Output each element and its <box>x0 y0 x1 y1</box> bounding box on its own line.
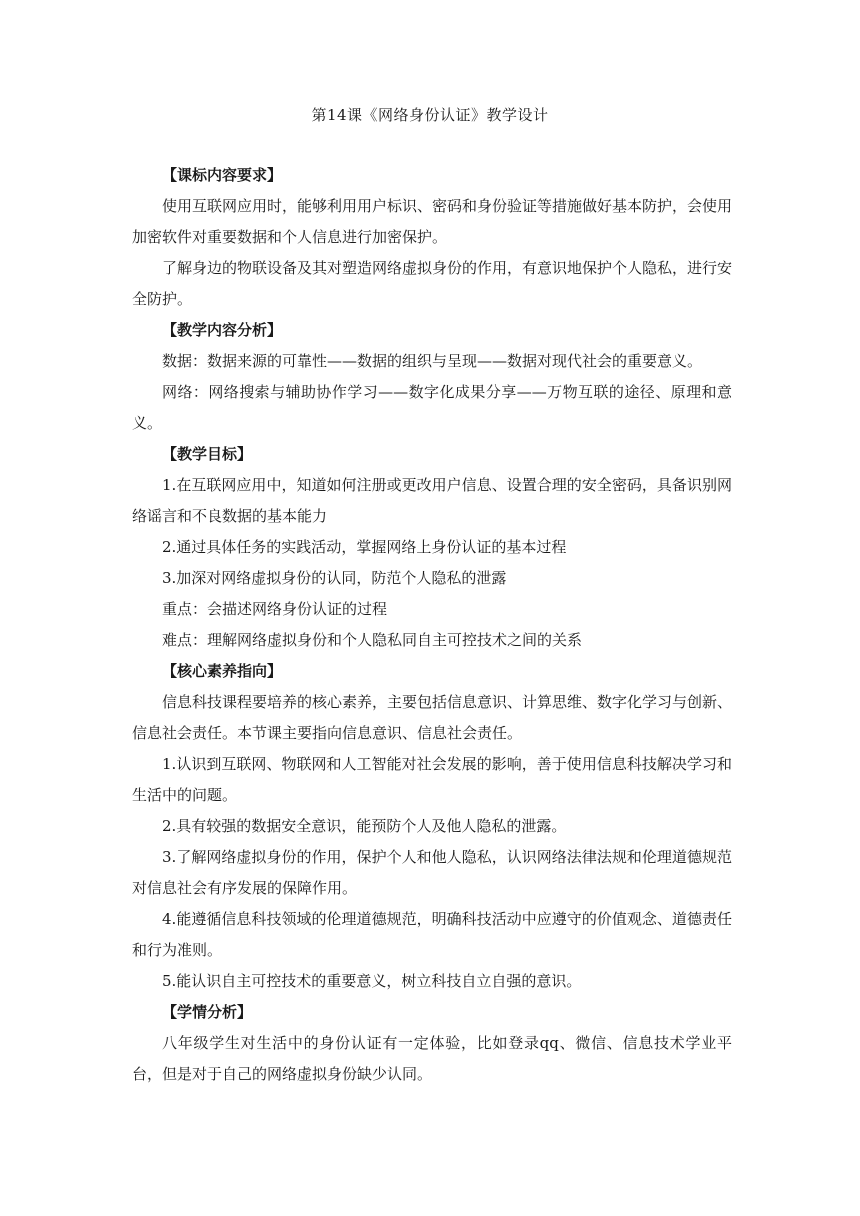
section-heading-students: 【学情分析】 <box>162 1003 253 1021</box>
section-heading-literacy: 【核心素养指向】 <box>162 662 283 680</box>
key-point: 重点：会描述网络身份认证的过程 <box>162 600 388 618</box>
document-body <box>132 160 732 1090</box>
paragraph: 使用互联网应用时，能够利用用户标识、密码和身份验证等措施做好基本防护，会使用加密软件对重要数据和个人信息进行加密保护。 <box>132 197 733 246</box>
list-item: 1.在互联网应用中，知道如何注册或更改用户信息、设置合理的安全密码，具备识别网络谣言和不良数据的基本能力 <box>132 476 732 525</box>
section-heading-goals: 【教学目标】 <box>162 445 253 463</box>
list-item: 4.能遵循信息科技领域的伦理道德规范，明确科技活动中应遵守的价值观念、道德责任和行为准则。 <box>132 910 732 959</box>
list-item: 1.认识到互联网、物联网和人工智能对社会发展的影响，善于使用信息科技解决学习和生活中的问题。 <box>132 755 732 804</box>
list-item: 3.加深对网络虚拟身份的认同，防范个人隐私的泄露 <box>162 569 507 587</box>
paragraph: 信息科技课程要培养的核心素养，主要包括信息意识、计算思维、数字化学习与创新、信息社会责任。本节课主要指向信息意识、信息社会责任。 <box>132 693 733 742</box>
paragraph: 了解身边的物联设备及其对塑造网络虚拟身份的作用，有意识地保护个人隐私，进行安全防护。 <box>132 259 733 308</box>
paragraph: 八年级学生对生活中的身份认证有一定体验，比如登录qq、微信、信息技术学业平台，但是对于自己的网络虚拟身份缺少认同。 <box>132 1034 732 1083</box>
list-item: 5.能认识自主可控技术的重要意义，树立科技自立自强的意识。 <box>162 972 582 990</box>
list-item: 2.具有较强的数据安全意识，能预防个人及他人隐私的泄露。 <box>162 817 567 835</box>
document-title: 第14课《网络身份认证》教学设计 <box>311 106 549 124</box>
section-heading-standards: 【课标内容要求】 <box>162 166 283 184</box>
list-item: 2.通过具体任务的实践活动，掌握网络上身份认证的基本过程 <box>162 538 567 556</box>
difficult-point: 难点：理解网络虚拟身份和个人隐私同自主可控技术之间的关系 <box>162 631 583 649</box>
list-item: 3.了解网络虚拟身份的作用，保护个人和他人隐私，认识网络法律法规和伦理道德规范对信息社会有序发展的保障作用。 <box>132 848 732 897</box>
paragraph: 网络：网络搜索与辅助协作学习——数字化成果分享——万物互联的途径、原理和意义。 <box>132 383 732 432</box>
paragraph: 数据：数据来源的可靠性——数据的组织与呈现——数据对现代社会的重要意义。 <box>162 352 703 370</box>
section-heading-analysis: 【教学内容分析】 <box>162 321 283 339</box>
